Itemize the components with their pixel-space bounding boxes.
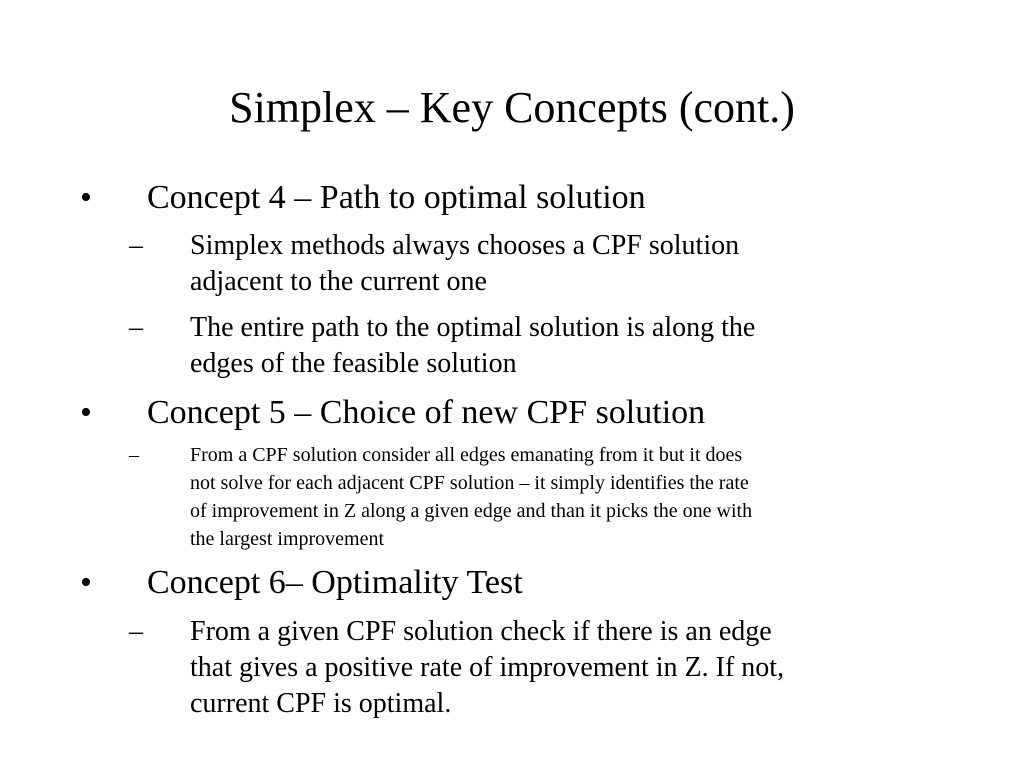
- sub-bullet-line: Simplex methods always chooses a CPF solution: [190, 230, 740, 261]
- bullet-icon: •: [80, 394, 92, 431]
- bullet-icon: •: [80, 564, 92, 601]
- bullet-label: Concept 5 – Choice of new CPF solution: [147, 394, 706, 431]
- sub-bullet-line: From a CPF solution consider all edges emanating from it but it does: [190, 444, 743, 466]
- sub-bullet-line: the largest improvement: [190, 528, 385, 550]
- bullet-label: Concept 4 – Path to optimal solution: [147, 179, 646, 216]
- bullet-icon: •: [80, 179, 92, 216]
- sub-bullet-line: The entire path to the optimal solution is along the: [190, 312, 756, 343]
- sub-bullet-line: adjacent to the current one: [190, 266, 487, 297]
- dash-icon: –: [129, 312, 143, 343]
- sub-bullet-line: From a given CPF solution check if there is an edge: [190, 616, 772, 647]
- sub-bullet-line: current CPF is optimal.: [190, 688, 452, 719]
- slide-title: Simplex – Key Concepts (cont.): [229, 83, 795, 132]
- dash-icon: –: [129, 230, 143, 261]
- bullet-label: Concept 6– Optimality Test: [147, 564, 523, 601]
- sub-bullet-line: not solve for each adjacent CPF solution – it simply identifies the rate: [190, 472, 749, 494]
- sub-bullet-line: of improvement in Z along a given edge and than it picks the one with: [190, 500, 753, 522]
- dash-icon: –: [129, 444, 139, 466]
- sub-bullet-line: edges of the feasible solution: [190, 348, 517, 379]
- dash-icon: –: [129, 616, 143, 647]
- sub-bullet-line: that gives a positive rate of improvement in Z. If not,: [190, 652, 785, 683]
